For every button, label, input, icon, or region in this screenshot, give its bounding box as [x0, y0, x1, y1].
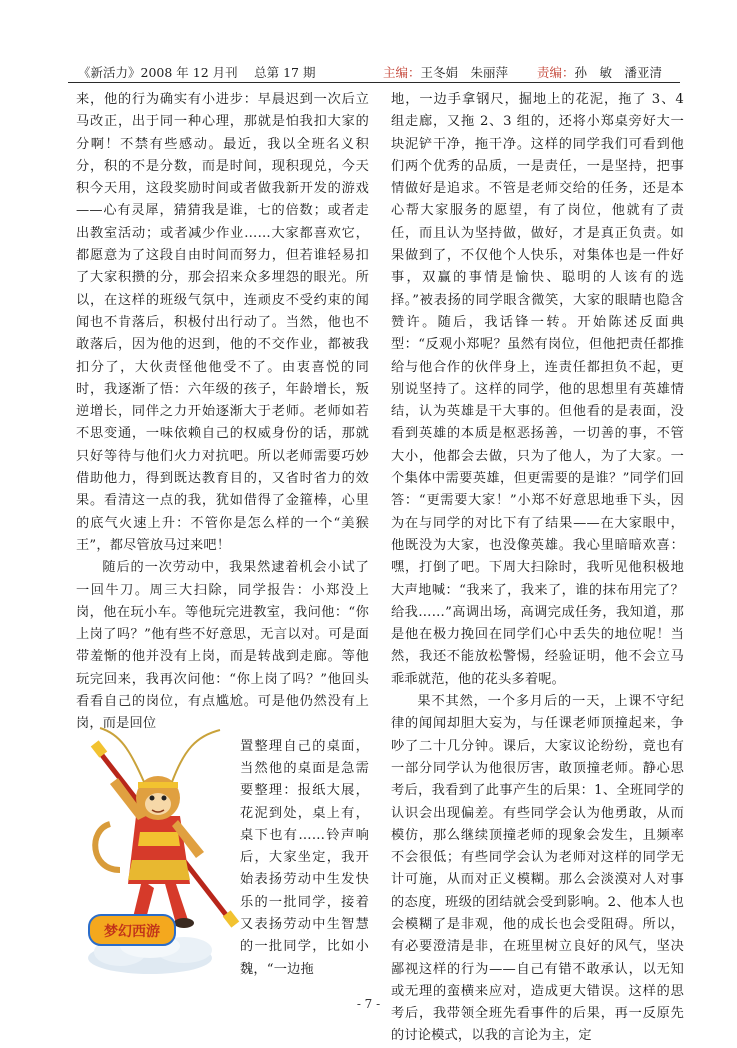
page-header: [68, 60, 680, 83]
left-paragraph-2-wrap: 置整理自己的桌面，当然他的桌面是急需要整理：报纸大展，花泥到处，桌上有，桌下也有……铃声响后，大家坐定，我开始表扬劳动中生发快乐的一批同学，接着又表扬劳动中生智慧的一批同学，比如小魏，“一边拖: [240, 738, 369, 977]
chief-editors-names: 王冬娟 朱丽萍: [420, 65, 509, 80]
chief-editors: [383, 63, 508, 81]
responsible-editors-label: 责编：: [537, 65, 575, 80]
issue-info: 《新活力》2008 年 12 月刊 总第 17 期: [78, 65, 316, 80]
right-paragraph-1: 地，一边手拿钢尺，掘地上的花泥，拖了 3、4 组走廊，又拖 2、3 组的，还将小郑桌旁好大一块泥铲干净，拖干净。这样的同学我们可看到他们两个优秀的品质，一是责任，一是坚持，把事情做好是追求。不管是老师交给的任务，还是本心帮大家服务的愿望，有了岗位，他就有了责任，而且认为坚持做，做好，才是真正负责。如果做到了，不仅他个人快乐，对集体也是一件好事，双赢的事情是愉快、聪明的人该有的选择。”被表扬的同学眼含微笑，大家的眼睛也隐含赞许。随后，我话锋一转。开始陈述反面典型：“反观小郑呢？虽然有岗位，但他把责任都推给与他合作的伙伴身上，连责任都担负不起，更别说坚持了。这样的同学，他的思想里有英雄情结，认为英雄是干大事的。但他看的是表面，没看到英雄的本质是枢恶扬善，一切善的事，不管大小，他都会去做，只为了他人，为了大家。一个集体中需要英雄，但更需要的是谁？”同学们回答：“更需要大家！”小郑不好意思地垂下头，因为在与同学的对比下有了结果——在大家眼中，他既没为大家，也没像英雄。我心里暗暗欢喜：嘿，打倒了吧。下周大扫除时，我听见他积极地大声地喊：“我来了，我来了，谁的抹布用完了？给我……”高调出场，高调完成任务，我知道，那是他在极力挽回在同学们心中丢失的地位呢！当然，我还不能放松警惕，经验证明，他不会立马乖乖就范，他的花头多着呢。: [391, 92, 684, 687]
responsible-editors-names: 孙 敏 潘亚清: [574, 65, 663, 80]
game-logo: [88, 912, 176, 948]
chief-editors-label: 主编：: [383, 65, 421, 80]
page-number: - 7 -: [356, 997, 381, 1011]
right-paragraph-2: 果不其然，一个多月后的一天，上课不守纪律的闻闻却胆大妄为，与任课老师顶撞起来，争吵了二十几分钟。课后，大家议论纷纷，竟也有一部分同学认为他很厉害，敢顶撞老师。静心思考后，我看到了此事产生的后果：1、全班同学的认识会出现偏差。有些同学会认为他勇敢，从而模仿，那么继续顶撞老师的现象会发生，且频率不会很低；有些同学会认为老师对这样的同学无计可施，从而对正义模糊。那么会淡漠对人对事的态度，班级的团结就会受到影响。2、他本人也会模糊了是非观，他的成长也会受阻碍。所以，有必要澄清是非，在班里树立良好的风气，坚决鄙视这样的行为——自己有错不敢承认，以无知或无理的蛮横来应对，造成更大错误。这样的思考后，我带领全班先看事件的后果，再一反原先的讨论模式，以我的言论为主，定: [391, 694, 684, 1044]
game-logo-icon: [88, 912, 176, 948]
game-logo-text: 梦幻西游: [104, 924, 160, 940]
left-paragraph-1: 来，他的行为确实有小进步：早晨迟到一次后立马改正，出于同一种心理，那就是怕我扣大家的分啊！不禁有些感动。最近，我以全班名义积分，积的不是分数，而是时间，现积现兑，今天积今天用，这段奖励时间或者做我新开发的游戏——心有灵犀，猜猜我是谁，七的倍数；或者走出教室活动；或者减少作业……大家都喜欢它，都愿意为了这段自由时间而努力，但若谁轻易扣了大家积攒的分，那会招来众多埋怨的眼光。所以，在这样的班级气氛中，连顽皮不受约束的闻闻也不肯落后，积极付出行动了。当然，他也不敢落后，因为他的迟到，他的不交作业，都被我扣分了，大伙责怪他他受不了。由衷喜悦的同时，我逐渐了悟：六年级的孩子，年龄增长，叛逆增长，同伴之力开始逐渐大于老师。老师如若不思变通，一味依赖自己的权威身份的话，那就只好等待与他们火力对抗吧。所以老师需要巧妙借助他力，得到既达教育目的，又省时省力的效果。看清这一点的我，犹如借得了金箍棒，心里的底气火速上升：不管你是怎么样的一个“美猴王”，都尽管放马过来吧！: [76, 92, 369, 553]
right-column: [391, 89, 684, 1048]
responsible-editors: [537, 63, 662, 81]
left-paragraph-2: 随后的一次劳动中，我果然逮着机会小试了一回牛刀。周三大扫除，同学报告：小郑没上岗，他在玩小车。等他玩完进教室，我问他：“你上岗了吗？”他有些不好意思，无言以对。可是面带羞惭的他并没有上岗，而是转战到走廊。等他玩完回来，我再次问他：“你上岗了吗？”他回头看看自己的岗位，有点尴尬。可是他仍然没有上岗，而是回位: [76, 560, 369, 732]
